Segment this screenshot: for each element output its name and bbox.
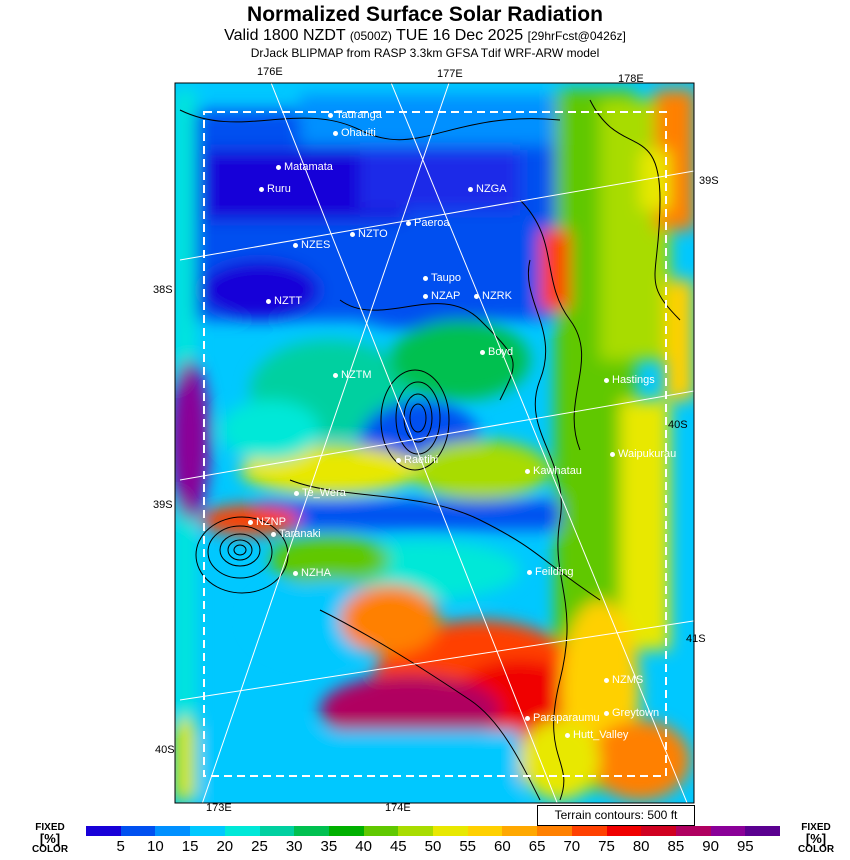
color-scale-bar [86, 826, 780, 836]
color-scale-swatch [86, 826, 121, 836]
color-scale-tick: 90 [702, 838, 719, 855]
lon-label-bottom: 173E [206, 802, 232, 814]
place-marker: Raetihi [396, 454, 438, 466]
legend-fixed-label-right: FIXED [%] COLOR [797, 822, 835, 855]
color-scale-tick: 25 [251, 838, 268, 855]
color-scale-tick: 50 [424, 838, 442, 855]
color-scale-tick: 85 [667, 838, 685, 855]
place-marker: NZTO [350, 228, 388, 240]
page-title: Normalized Surface Solar Radiation [247, 3, 603, 26]
color-scale-tick: 95 [736, 838, 754, 855]
lon-label-top: 178E [618, 73, 644, 85]
color-scale-tick: 75 [598, 838, 615, 855]
place-marker: NZHA [293, 567, 331, 579]
color-scale-swatch [502, 826, 537, 836]
place-marker: NZMS [604, 674, 643, 686]
valid-utc: (0500Z) [349, 29, 392, 43]
place-marker: Matamata [276, 161, 333, 173]
place-marker: Te_Wera [294, 487, 346, 499]
place-marker: Ruru [259, 183, 291, 195]
color-scale-swatch [711, 826, 746, 836]
place-marker: NZGA [468, 183, 507, 195]
color-scale-tick: 20 [216, 838, 234, 855]
place-marker: NZRK [474, 290, 512, 302]
color-scale-swatch [572, 826, 607, 836]
place-marker: NZTT [266, 295, 302, 307]
place-marker: Waipukurau [610, 448, 676, 460]
valid-time: Valid 1800 NZDT [224, 27, 346, 44]
place-marker: NZES [293, 239, 330, 251]
color-scale-tick: 10 [147, 838, 164, 855]
legend-fixed-label-left: FIXED [%] COLOR [31, 822, 69, 855]
place-marker: Taranaki [271, 528, 321, 540]
place-marker: Ohauiti [333, 127, 376, 139]
color-scale-swatch [121, 826, 156, 836]
color-scale-tick: 45 [389, 838, 407, 855]
place-marker: Kawhatau [525, 465, 582, 477]
color-scale-swatch [433, 826, 468, 836]
forecast-info: [29hrFcst@0426z] [527, 29, 626, 43]
lat-label-left: 40S [155, 744, 175, 756]
color-scale-swatch [607, 826, 642, 836]
color-scale-tick: 70 [563, 838, 581, 855]
place-marker: Hastings [604, 374, 655, 386]
lat-label-right: 40S [668, 419, 688, 431]
color-scale-tick: 40 [355, 838, 372, 855]
color-scale-swatch [190, 826, 225, 836]
color-scale-swatch [398, 826, 433, 836]
lat-label-left: 39S [153, 499, 173, 511]
lon-label-top: 177E [437, 68, 463, 80]
place-marker: NZNP [248, 516, 286, 528]
color-scale-swatch [364, 826, 399, 836]
color-scale-swatch [537, 826, 572, 836]
color-scale-tick: 35 [320, 838, 338, 855]
color-scale-tick: 80 [632, 838, 650, 855]
color-scale-tick: 30 [285, 838, 303, 855]
place-marker: Paraparaumu [525, 712, 600, 724]
place-marker: Hutt_Valley [565, 729, 628, 741]
place-marker: Taupo [423, 272, 461, 284]
place-marker: Boyd [480, 346, 513, 358]
valid-date: TUE 16 Dec 2025 [396, 27, 524, 44]
color-scale-swatch [641, 826, 676, 836]
lon-label-bottom: 174E [385, 802, 411, 814]
color-scale-swatch [155, 826, 190, 836]
place-marker: Feilding [527, 566, 574, 578]
place-marker: Greytown [604, 707, 659, 719]
lat-label-right: 41S [686, 633, 706, 645]
lon-label-top: 176E [257, 66, 283, 78]
lat-label-right: 39S [699, 175, 719, 187]
color-scale-tick: 15 [181, 838, 199, 855]
color-scale-swatch [468, 826, 503, 836]
color-scale-swatch [294, 826, 329, 836]
place-marker: NZAP [423, 290, 460, 302]
color-scale-swatch [329, 826, 364, 836]
color-scale-swatch [260, 826, 295, 836]
color-scale-swatch [676, 826, 711, 836]
terrain-contour-note: Terrain contours: 500 ft [537, 805, 695, 826]
color-scale-swatch [745, 826, 780, 836]
model-info: DrJack BLIPMAP from RASP 3.3km GFSA Tdif WRF-ARW model [250, 46, 600, 60]
lat-label-left: 38S [153, 284, 173, 296]
place-marker: NZTM [333, 369, 372, 381]
color-scale-swatch [225, 826, 260, 836]
color-scale-tick: 60 [494, 838, 511, 855]
color-scale-labels [86, 838, 780, 856]
color-scale-tick: 5 [116, 838, 125, 855]
place-marker: Tauranga [328, 109, 382, 121]
color-scale-tick: 65 [528, 838, 546, 855]
color-scale-tick: 55 [459, 838, 477, 855]
place-marker: Paeroa [406, 217, 449, 229]
